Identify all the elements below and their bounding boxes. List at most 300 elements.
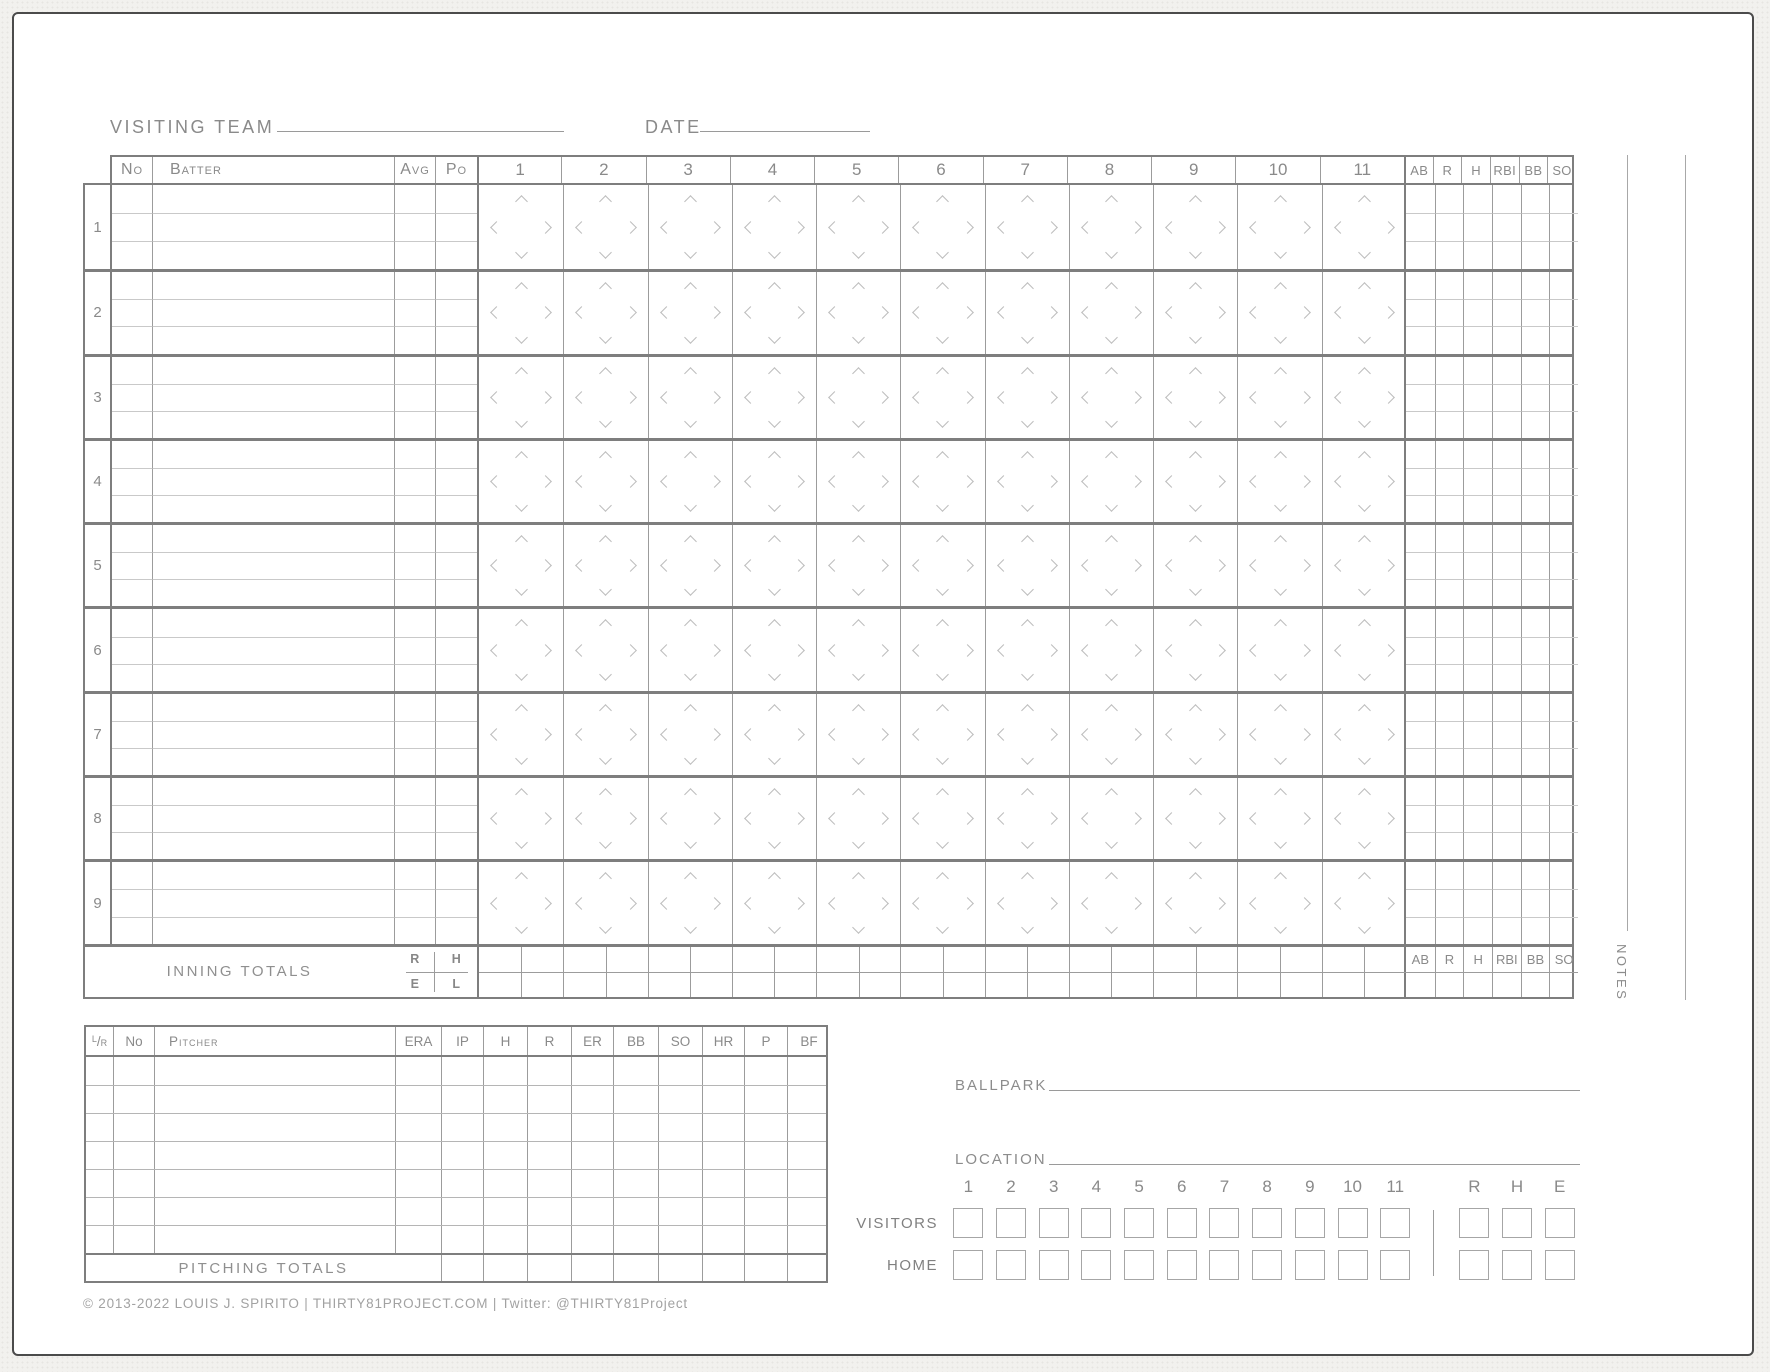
scoring-cell[interactable] <box>732 862 816 943</box>
pitcher-cell[interactable] <box>395 1198 441 1225</box>
scoring-cell[interactable] <box>1322 525 1406 606</box>
pitcher-cell[interactable] <box>483 1114 527 1141</box>
pitcher-cell[interactable] <box>658 1142 702 1169</box>
stat-cell[interactable] <box>1521 552 1550 579</box>
batter-name-cell[interactable] <box>152 917 394 944</box>
pitcher-cell[interactable] <box>395 1114 441 1141</box>
stat-cell[interactable] <box>1435 862 1464 889</box>
inning-total-cell[interactable] <box>1322 947 1406 997</box>
batter-no-cell[interactable] <box>112 384 152 411</box>
stat-cell[interactable] <box>1549 805 1578 832</box>
scoring-cell[interactable] <box>732 778 816 859</box>
stat-cell[interactable] <box>1521 917 1550 944</box>
batter-name-cell[interactable] <box>152 862 394 889</box>
batter-name-cell[interactable] <box>152 778 394 805</box>
stat-cell[interactable] <box>1435 721 1464 748</box>
batter-no-cell[interactable] <box>112 748 152 775</box>
stat-cell[interactable] <box>1463 862 1492 889</box>
pitcher-cell[interactable] <box>613 1198 658 1225</box>
stat-cell[interactable] <box>1435 552 1464 579</box>
scoring-cell[interactable] <box>563 778 647 859</box>
stat-cell[interactable] <box>1463 384 1492 411</box>
scoring-cell[interactable] <box>648 694 732 775</box>
stat-cell[interactable] <box>1406 299 1435 326</box>
scoring-cell[interactable] <box>816 525 900 606</box>
scoring-cell[interactable] <box>563 185 647 269</box>
batter-po-cell[interactable] <box>435 579 477 606</box>
pitcher-cell[interactable] <box>441 1142 483 1169</box>
pitcher-cell[interactable] <box>113 1114 154 1141</box>
pitcher-cell[interactable] <box>86 1198 113 1225</box>
batter-no-cell[interactable] <box>112 185 152 213</box>
scoring-cell[interactable] <box>985 441 1069 522</box>
scoring-cell[interactable] <box>1069 441 1153 522</box>
notes-line-1[interactable] <box>1627 155 1628 931</box>
pitcher-cell[interactable] <box>702 1114 744 1141</box>
stat-cell[interactable] <box>1435 748 1464 775</box>
stat-cell[interactable] <box>1549 213 1578 241</box>
scoring-cell[interactable] <box>1069 694 1153 775</box>
linescore-box-home-h[interactable] <box>1502 1250 1532 1280</box>
batter-no-cell[interactable] <box>112 411 152 438</box>
scoring-cell[interactable] <box>900 862 984 943</box>
stat-cell[interactable] <box>1521 579 1550 606</box>
batter-po-cell[interactable] <box>435 778 477 805</box>
scoring-cell[interactable] <box>563 609 647 690</box>
pitcher-cell[interactable] <box>154 1170 395 1197</box>
batter-po-cell[interactable] <box>435 917 477 944</box>
pitcher-cell[interactable] <box>702 1057 744 1085</box>
batter-avg-cell[interactable] <box>394 832 435 859</box>
batter-avg-cell[interactable] <box>394 748 435 775</box>
scoring-cell[interactable] <box>816 862 900 943</box>
linescore-box-home-8[interactable] <box>1252 1250 1282 1280</box>
stat-cell[interactable] <box>1521 384 1550 411</box>
batter-avg-cell[interactable] <box>394 637 435 664</box>
batter-avg-cell[interactable] <box>394 441 435 468</box>
scoring-cell[interactable] <box>648 185 732 269</box>
stat-cell[interactable] <box>1463 721 1492 748</box>
stat-cell[interactable] <box>1521 862 1550 889</box>
batter-name-cell[interactable] <box>152 495 394 522</box>
stat-cell[interactable] <box>1521 326 1550 353</box>
pitcher-cell[interactable] <box>441 1226 483 1253</box>
batter-name-cell[interactable] <box>152 552 394 579</box>
stat-cell[interactable] <box>1549 468 1578 495</box>
stat-cell[interactable] <box>1521 664 1550 691</box>
scoring-cell[interactable] <box>1322 778 1406 859</box>
pitcher-cell[interactable] <box>613 1142 658 1169</box>
stat-cell[interactable] <box>1463 468 1492 495</box>
pitcher-cell[interactable] <box>658 1226 702 1253</box>
batter-po-cell[interactable] <box>435 468 477 495</box>
stat-cell[interactable] <box>1406 552 1435 579</box>
scoring-cell[interactable] <box>900 525 984 606</box>
scoring-cell[interactable] <box>732 441 816 522</box>
pitcher-cell[interactable] <box>483 1057 527 1085</box>
pitcher-cell[interactable] <box>113 1226 154 1253</box>
scoring-cell[interactable] <box>563 357 647 438</box>
stat-cell[interactable] <box>1549 441 1578 468</box>
scoring-cell[interactable] <box>985 185 1069 269</box>
batter-name-cell[interactable] <box>152 357 394 384</box>
notes-line-2[interactable] <box>1685 155 1686 1000</box>
inning-total-cell[interactable] <box>900 947 984 997</box>
pitcher-cell[interactable] <box>787 1170 830 1197</box>
batter-name-cell[interactable] <box>152 748 394 775</box>
pitching-total-cell[interactable] <box>483 1255 527 1281</box>
batter-avg-cell[interactable] <box>394 241 435 269</box>
linescore-box-visitors-2[interactable] <box>996 1208 1026 1238</box>
scoring-cell[interactable] <box>1322 862 1406 943</box>
linescore-box-home-4[interactable] <box>1081 1250 1111 1280</box>
batter-no-cell[interactable] <box>112 241 152 269</box>
stat-cell[interactable] <box>1492 805 1521 832</box>
stat-cell[interactable] <box>1521 694 1550 721</box>
stat-cell[interactable] <box>1435 805 1464 832</box>
stat-cell[interactable] <box>1549 609 1578 636</box>
stat-cell[interactable] <box>1406 862 1435 889</box>
stat-cell[interactable] <box>1435 495 1464 522</box>
stat-cell[interactable] <box>1435 468 1464 495</box>
stat-cell[interactable] <box>1521 241 1550 269</box>
batter-no-cell[interactable] <box>112 862 152 889</box>
pitcher-cell[interactable] <box>113 1198 154 1225</box>
pitcher-cell[interactable] <box>658 1170 702 1197</box>
pitcher-cell[interactable] <box>744 1226 787 1253</box>
stat-cell[interactable] <box>1492 272 1521 299</box>
stat-cell[interactable] <box>1406 609 1435 636</box>
totals-stat-cell[interactable] <box>1406 972 1435 997</box>
pitcher-cell[interactable] <box>744 1198 787 1225</box>
pitcher-cell[interactable] <box>787 1142 830 1169</box>
batter-name-cell[interactable] <box>152 185 394 213</box>
pitcher-cell[interactable] <box>571 1226 613 1253</box>
stat-cell[interactable] <box>1549 525 1578 552</box>
scoring-cell[interactable] <box>563 525 647 606</box>
batter-avg-cell[interactable] <box>394 495 435 522</box>
stat-cell[interactable] <box>1406 241 1435 269</box>
batter-po-cell[interactable] <box>435 694 477 721</box>
stat-cell[interactable] <box>1492 917 1521 944</box>
scoring-cell[interactable] <box>816 778 900 859</box>
stat-cell[interactable] <box>1463 832 1492 859</box>
scoring-cell[interactable] <box>1237 694 1321 775</box>
stat-cell[interactable] <box>1521 468 1550 495</box>
linescore-box-home-10[interactable] <box>1338 1250 1368 1280</box>
totals-stat-cell[interactable] <box>1492 972 1521 997</box>
scoring-cell[interactable] <box>1153 609 1237 690</box>
stat-cell[interactable] <box>1549 694 1578 721</box>
stat-cell[interactable] <box>1521 525 1550 552</box>
stat-cell[interactable] <box>1492 832 1521 859</box>
pitcher-cell[interactable] <box>658 1057 702 1085</box>
batter-name-cell[interactable] <box>152 721 394 748</box>
stat-cell[interactable] <box>1521 272 1550 299</box>
stat-cell[interactable] <box>1549 384 1578 411</box>
batter-name-cell[interactable] <box>152 637 394 664</box>
stat-cell[interactable] <box>1521 495 1550 522</box>
stat-cell[interactable] <box>1463 326 1492 353</box>
stat-cell[interactable] <box>1549 326 1578 353</box>
batter-name-cell[interactable] <box>152 299 394 326</box>
linescore-box-visitors-9[interactable] <box>1295 1208 1325 1238</box>
stat-cell[interactable] <box>1492 721 1521 748</box>
linescore-box-home-9[interactable] <box>1295 1250 1325 1280</box>
scoring-cell[interactable] <box>479 694 563 775</box>
stat-cell[interactable] <box>1463 609 1492 636</box>
batter-avg-cell[interactable] <box>394 213 435 241</box>
batter-name-cell[interactable] <box>152 468 394 495</box>
pitching-total-cell[interactable] <box>744 1255 787 1281</box>
stat-cell[interactable] <box>1463 778 1492 805</box>
pitcher-cell[interactable] <box>527 1170 571 1197</box>
stat-cell[interactable] <box>1549 889 1578 916</box>
stat-cell[interactable] <box>1463 213 1492 241</box>
scoring-cell[interactable] <box>479 441 563 522</box>
batter-po-cell[interactable] <box>435 832 477 859</box>
stat-cell[interactable] <box>1463 495 1492 522</box>
scoring-cell[interactable] <box>563 272 647 353</box>
scoring-cell[interactable] <box>900 272 984 353</box>
stat-cell[interactable] <box>1521 889 1550 916</box>
scoring-cell[interactable] <box>900 609 984 690</box>
batter-avg-cell[interactable] <box>394 579 435 606</box>
pitcher-cell[interactable] <box>527 1086 571 1113</box>
batter-name-cell[interactable] <box>152 805 394 832</box>
stat-cell[interactable] <box>1549 411 1578 438</box>
batter-avg-cell[interactable] <box>394 411 435 438</box>
pitcher-cell[interactable] <box>113 1170 154 1197</box>
pitcher-cell[interactable] <box>441 1086 483 1113</box>
pitcher-cell[interactable] <box>613 1114 658 1141</box>
stat-cell[interactable] <box>1406 805 1435 832</box>
pitcher-cell[interactable] <box>787 1086 830 1113</box>
scoring-cell[interactable] <box>732 272 816 353</box>
stat-cell[interactable] <box>1435 579 1464 606</box>
scoring-cell[interactable] <box>1153 272 1237 353</box>
batter-po-cell[interactable] <box>435 185 477 213</box>
linescore-box-home-5[interactable] <box>1124 1250 1154 1280</box>
batter-avg-cell[interactable] <box>394 468 435 495</box>
stat-cell[interactable] <box>1463 694 1492 721</box>
stat-cell[interactable] <box>1549 495 1578 522</box>
stat-cell[interactable] <box>1492 411 1521 438</box>
stat-cell[interactable] <box>1435 609 1464 636</box>
batter-avg-cell[interactable] <box>394 299 435 326</box>
linescore-box-visitors-6[interactable] <box>1167 1208 1197 1238</box>
scoring-cell[interactable] <box>1069 357 1153 438</box>
stat-cell[interactable] <box>1492 525 1521 552</box>
stat-cell[interactable] <box>1406 468 1435 495</box>
batter-no-cell[interactable] <box>112 609 152 636</box>
batter-name-cell[interactable] <box>152 525 394 552</box>
batter-no-cell[interactable] <box>112 805 152 832</box>
pitcher-cell[interactable] <box>113 1142 154 1169</box>
stat-cell[interactable] <box>1463 441 1492 468</box>
date-field[interactable] <box>700 116 870 132</box>
inning-total-cell[interactable] <box>1153 947 1237 997</box>
stat-cell[interactable] <box>1406 213 1435 241</box>
pitching-total-cell[interactable] <box>702 1255 744 1281</box>
scoring-cell[interactable] <box>1237 862 1321 943</box>
batter-name-cell[interactable] <box>152 609 394 636</box>
stat-cell[interactable] <box>1549 579 1578 606</box>
inning-total-cell[interactable] <box>648 947 732 997</box>
scoring-cell[interactable] <box>1322 441 1406 522</box>
stat-cell[interactable] <box>1549 299 1578 326</box>
batter-no-cell[interactable] <box>112 694 152 721</box>
stat-cell[interactable] <box>1492 326 1521 353</box>
pitcher-cell[interactable] <box>527 1142 571 1169</box>
batter-po-cell[interactable] <box>435 805 477 832</box>
batter-po-cell[interactable] <box>435 213 477 241</box>
batter-po-cell[interactable] <box>435 411 477 438</box>
batter-po-cell[interactable] <box>435 326 477 353</box>
scoring-cell[interactable] <box>985 525 1069 606</box>
stat-cell[interactable] <box>1406 579 1435 606</box>
linescore-box-visitors-8[interactable] <box>1252 1208 1282 1238</box>
stat-cell[interactable] <box>1435 384 1464 411</box>
scoring-cell[interactable] <box>985 694 1069 775</box>
inning-total-cell[interactable] <box>732 947 816 997</box>
scoring-cell[interactable] <box>479 272 563 353</box>
scoring-cell[interactable] <box>1237 357 1321 438</box>
stat-cell[interactable] <box>1435 637 1464 664</box>
pitching-total-cell[interactable] <box>658 1255 702 1281</box>
pitcher-cell[interactable] <box>571 1142 613 1169</box>
scoring-cell[interactable] <box>1237 441 1321 522</box>
linescore-box-visitors-5[interactable] <box>1124 1208 1154 1238</box>
pitcher-cell[interactable] <box>527 1114 571 1141</box>
inning-total-cell[interactable] <box>1069 947 1153 997</box>
scoring-cell[interactable] <box>479 862 563 943</box>
stat-cell[interactable] <box>1521 441 1550 468</box>
scoring-cell[interactable] <box>900 185 984 269</box>
stat-cell[interactable] <box>1521 637 1550 664</box>
linescore-box-home-7[interactable] <box>1209 1250 1239 1280</box>
batter-po-cell[interactable] <box>435 664 477 691</box>
pitcher-cell[interactable] <box>527 1198 571 1225</box>
stat-cell[interactable] <box>1406 441 1435 468</box>
pitcher-cell[interactable] <box>86 1114 113 1141</box>
batter-no-cell[interactable] <box>112 778 152 805</box>
pitching-total-cell[interactable] <box>441 1255 483 1281</box>
pitcher-cell[interactable] <box>86 1226 113 1253</box>
inning-total-cell[interactable] <box>985 947 1069 997</box>
batter-avg-cell[interactable] <box>394 862 435 889</box>
stat-cell[interactable] <box>1521 748 1550 775</box>
batter-no-cell[interactable] <box>112 213 152 241</box>
scoring-cell[interactable] <box>985 357 1069 438</box>
pitcher-cell[interactable] <box>86 1170 113 1197</box>
scoring-cell[interactable] <box>732 694 816 775</box>
stat-cell[interactable] <box>1521 411 1550 438</box>
stat-cell[interactable] <box>1435 778 1464 805</box>
stat-cell[interactable] <box>1492 862 1521 889</box>
scoring-cell[interactable] <box>900 694 984 775</box>
pitcher-cell[interactable] <box>441 1114 483 1141</box>
pitcher-cell[interactable] <box>571 1086 613 1113</box>
batter-po-cell[interactable] <box>435 862 477 889</box>
scoring-cell[interactable] <box>1237 185 1321 269</box>
stat-cell[interactable] <box>1435 694 1464 721</box>
stat-cell[interactable] <box>1549 637 1578 664</box>
stat-cell[interactable] <box>1435 525 1464 552</box>
scoring-cell[interactable] <box>985 862 1069 943</box>
pitching-total-cell[interactable] <box>613 1255 658 1281</box>
scoring-cell[interactable] <box>1322 694 1406 775</box>
linescore-box-visitors-e[interactable] <box>1545 1208 1575 1238</box>
stat-cell[interactable] <box>1406 357 1435 384</box>
batter-avg-cell[interactable] <box>394 357 435 384</box>
scoring-cell[interactable] <box>1153 357 1237 438</box>
stat-cell[interactable] <box>1521 357 1550 384</box>
linescore-box-home-e[interactable] <box>1545 1250 1575 1280</box>
batter-avg-cell[interactable] <box>394 272 435 299</box>
scoring-cell[interactable] <box>563 441 647 522</box>
batter-po-cell[interactable] <box>435 357 477 384</box>
batter-avg-cell[interactable] <box>394 694 435 721</box>
scoring-cell[interactable] <box>816 357 900 438</box>
stat-cell[interactable] <box>1435 664 1464 691</box>
pitcher-cell[interactable] <box>613 1086 658 1113</box>
batter-no-cell[interactable] <box>112 272 152 299</box>
stat-cell[interactable] <box>1549 552 1578 579</box>
stat-cell[interactable] <box>1406 748 1435 775</box>
batter-po-cell[interactable] <box>435 241 477 269</box>
stat-cell[interactable] <box>1406 889 1435 916</box>
stat-cell[interactable] <box>1521 185 1550 213</box>
batter-no-cell[interactable] <box>112 495 152 522</box>
pitcher-cell[interactable] <box>441 1198 483 1225</box>
pitcher-cell[interactable] <box>702 1170 744 1197</box>
stat-cell[interactable] <box>1492 778 1521 805</box>
linescore-box-visitors-7[interactable] <box>1209 1208 1239 1238</box>
batter-no-cell[interactable] <box>112 579 152 606</box>
batter-no-cell[interactable] <box>112 637 152 664</box>
scoring-cell[interactable] <box>732 185 816 269</box>
scoring-cell[interactable] <box>648 272 732 353</box>
stat-cell[interactable] <box>1521 213 1550 241</box>
stat-cell[interactable] <box>1406 185 1435 213</box>
batter-po-cell[interactable] <box>435 272 477 299</box>
stat-cell[interactable] <box>1521 832 1550 859</box>
batter-avg-cell[interactable] <box>394 525 435 552</box>
pitcher-cell[interactable] <box>702 1086 744 1113</box>
batter-po-cell[interactable] <box>435 721 477 748</box>
stat-cell[interactable] <box>1549 748 1578 775</box>
stat-cell[interactable] <box>1463 357 1492 384</box>
scoring-cell[interactable] <box>900 357 984 438</box>
batter-name-cell[interactable] <box>152 272 394 299</box>
pitcher-cell[interactable] <box>395 1142 441 1169</box>
stat-cell[interactable] <box>1406 411 1435 438</box>
scoring-cell[interactable] <box>1153 185 1237 269</box>
totals-stat-cell[interactable] <box>1435 972 1464 997</box>
batter-name-cell[interactable] <box>152 326 394 353</box>
batter-po-cell[interactable] <box>435 384 477 411</box>
scoring-cell[interactable] <box>985 778 1069 859</box>
stat-cell[interactable] <box>1435 357 1464 384</box>
scoring-cell[interactable] <box>648 441 732 522</box>
scoring-cell[interactable] <box>732 609 816 690</box>
stat-cell[interactable] <box>1463 525 1492 552</box>
scoring-cell[interactable] <box>985 272 1069 353</box>
batter-no-cell[interactable] <box>112 357 152 384</box>
stat-cell[interactable] <box>1463 805 1492 832</box>
stat-cell[interactable] <box>1549 241 1578 269</box>
